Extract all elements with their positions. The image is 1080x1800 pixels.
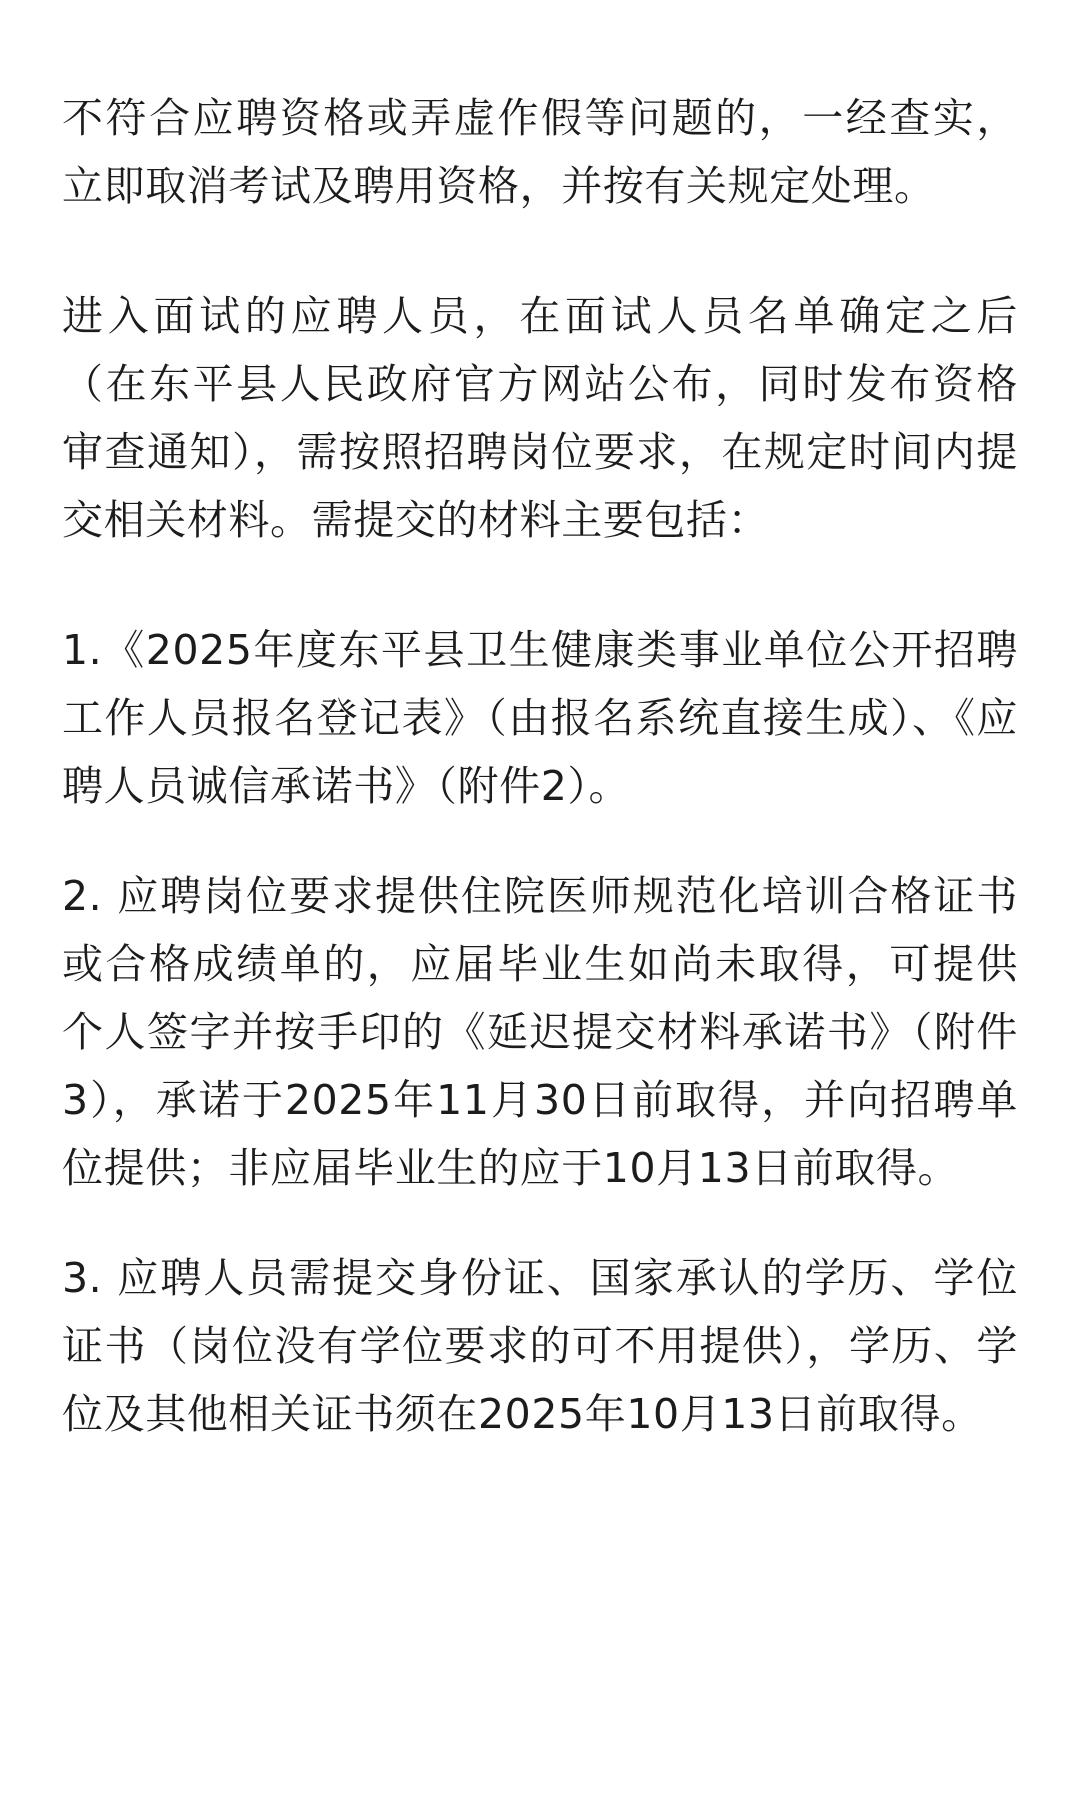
- list-item-registration-forms: 1.《2025年度东平县卫生健康类事业单位公开招聘工作人员报名登记表》（由报名系统直接生成）、《应聘人员诚信承诺书》（附件2）。: [62, 626, 1018, 810]
- article-body: [62, 84, 1018, 1448]
- list-item-residency-training-certificate: 2. 应聘岗位要求提供住院医师规范化培训合格证书或合格成绩单的，应届毕业生如尚未取得，可提供个人签字并按手印的《延迟提交材料承诺书》（附件3），承诺于2025年11月30日前取得，并向招聘单位提供；非应届毕业生的应于10月13日前取得。: [62, 872, 1018, 1192]
- paragraph-disqualification-notice: 不符合应聘资格或弄虚作假等问题的，一经查实，立即取消考试及聘用资格，并按有关规定处理。: [62, 94, 1018, 210]
- list-item-id-and-degree-certificates: 3. 应聘人员需提交身份证、国家承认的学历、学位证书（岗位没有学位要求的可不用提供），学历、学位及其他相关证书须在2025年10月13日前取得。: [62, 1254, 1018, 1438]
- paragraph-interview-materials-intro: 进入面试的应聘人员，在面试人员名单确定之后（在东平县人民政府官方网站公布，同时发布资格审查通知），需按照招聘岗位要求，在规定时间内提交相关材料。需提交的材料主要包括：: [62, 292, 1018, 544]
